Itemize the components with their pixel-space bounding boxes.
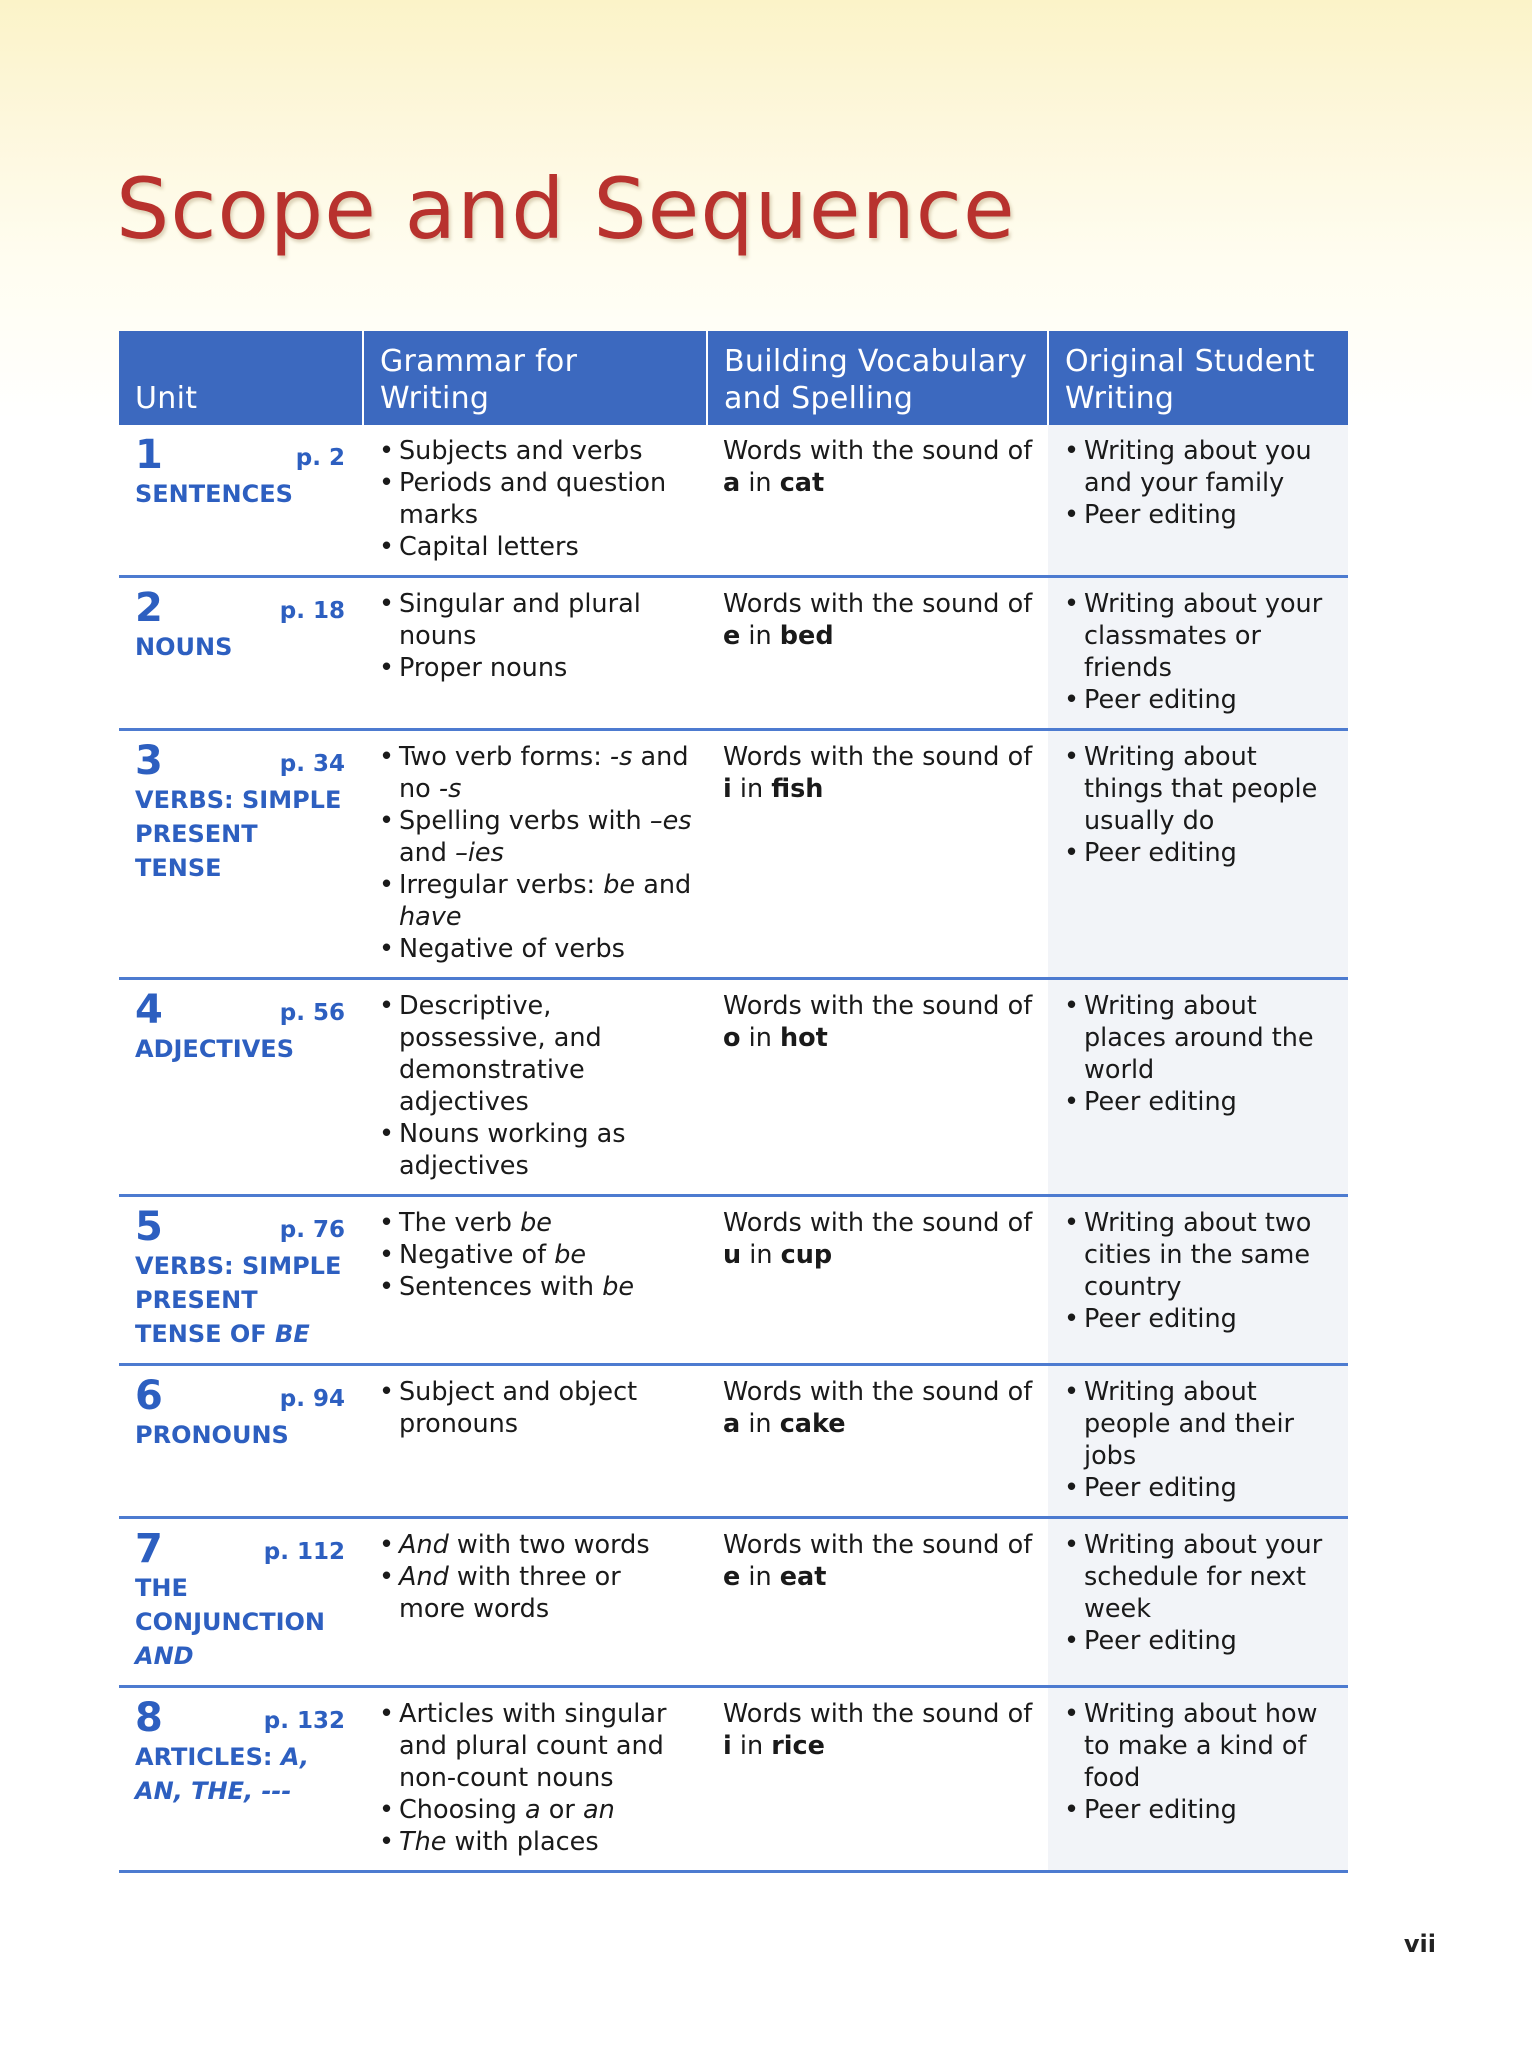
vocab-mid: in — [740, 1562, 780, 1592]
vocab-mid: in — [731, 1731, 772, 1761]
original-writing-list — [1064, 990, 1334, 1118]
unit-title-text: NOUNS — [135, 633, 233, 661]
vocab-mid: in — [741, 1240, 781, 1270]
original-writing-list — [1064, 741, 1334, 869]
vocabulary-cell — [707, 1365, 1048, 1518]
grammar-item — [379, 1794, 693, 1826]
vocab-word: hot — [780, 1023, 828, 1053]
original-writing-item: • Peer editing — [1064, 1472, 1334, 1504]
unit-number: 8 — [135, 1695, 163, 1741]
unit-cell — [119, 1687, 363, 1872]
vocab-word: fish — [771, 774, 824, 804]
original-writing-item: • Writing about how to make a kind of food — [1064, 1698, 1334, 1794]
unit-title-text: BE — [275, 1320, 310, 1348]
grammar-item — [379, 1376, 693, 1440]
original-writing-item: • Writing about people and their jobs — [1064, 1376, 1334, 1472]
vocab-mid: in — [731, 774, 772, 804]
original-writing-item: • Writing about your schedule for next week — [1064, 1529, 1334, 1625]
grammar-cell — [363, 1687, 707, 1872]
unit-title — [135, 1249, 349, 1351]
grammar-item-text: Articles with singular and plural count and non-count nouns — [399, 1699, 667, 1793]
unit-page-ref: p. 2 — [295, 445, 345, 471]
grammar-list — [379, 990, 693, 1182]
original-writing-item: • Peer editing — [1064, 499, 1334, 531]
grammar-item-text: And — [399, 1530, 449, 1560]
table-row — [119, 730, 1348, 979]
grammar-cell — [363, 1365, 707, 1518]
unit-number: 1 — [135, 432, 163, 478]
unit-page-ref: p. 94 — [279, 1386, 345, 1412]
unit-title-text: ADJECTIVES — [135, 1035, 294, 1063]
original-writing-cell — [1048, 979, 1348, 1196]
page-number: vii — [1403, 1930, 1436, 1958]
grammar-item-text: Descriptive, possessive, and demonstrative adjectives — [399, 991, 602, 1117]
unit-page-ref: p. 56 — [279, 1000, 345, 1026]
unit-cell — [119, 1196, 363, 1365]
unit-title-text: SENTENCES — [135, 480, 293, 508]
unit-heading — [135, 585, 349, 631]
grammar-item — [379, 652, 693, 684]
original-writing-item: • Writing about things that people usually do — [1064, 741, 1334, 837]
vocab-mid: in — [740, 1023, 780, 1053]
original-writing-list — [1064, 1529, 1334, 1657]
grammar-item-text: The — [399, 1827, 447, 1857]
table-row — [119, 577, 1348, 730]
vocab-letter: a — [723, 1409, 741, 1439]
grammar-item — [379, 1561, 693, 1625]
unit-title — [135, 630, 349, 664]
unit-title — [135, 783, 349, 885]
vocab-mid: in — [740, 621, 780, 651]
grammar-item — [379, 531, 693, 563]
grammar-item-text: And — [399, 1562, 449, 1592]
grammar-item — [379, 588, 693, 652]
grammar-item-text: a — [525, 1795, 541, 1825]
unit-cell — [119, 1518, 363, 1687]
unit-page-ref: p. 132 — [263, 1708, 345, 1734]
vocab-prefix: Words with the sound of — [723, 1377, 1033, 1407]
grammar-item-text: and — [635, 870, 692, 900]
grammar-item-text: with two words — [448, 1530, 650, 1560]
original-writing-item: • Peer editing — [1064, 1794, 1334, 1826]
original-writing-list — [1064, 1698, 1334, 1826]
vocab-letter: o — [723, 1023, 741, 1053]
unit-cell — [119, 425, 363, 577]
unit-number: 5 — [135, 1204, 163, 1250]
header-vocabulary: Building Vocabulary and Spelling — [707, 331, 1048, 425]
vocabulary-cell — [707, 1196, 1048, 1365]
original-writing-list — [1064, 1207, 1334, 1335]
vocab-word: cat — [779, 468, 825, 498]
grammar-item-text: Proper nouns — [399, 653, 568, 683]
unit-page-ref: p. 34 — [279, 751, 345, 777]
grammar-list — [379, 435, 693, 563]
unit-page-ref: p. 18 — [279, 598, 345, 624]
unit-title — [135, 477, 349, 511]
grammar-item-text: Spelling verbs with — [399, 806, 650, 836]
original-writing-item: • Writing about you and your family — [1064, 435, 1334, 499]
grammar-item-text: Periods and question marks — [399, 468, 667, 530]
grammar-cell — [363, 1518, 707, 1687]
grammar-cell — [363, 979, 707, 1196]
unit-heading — [135, 1695, 349, 1741]
vocab-prefix: Words with the sound of — [723, 1699, 1033, 1729]
grammar-item-text: Irregular verbs: — [399, 870, 604, 900]
scope-sequence-table — [119, 331, 1348, 1873]
vocab-letter: i — [723, 1731, 732, 1761]
vocab-prefix: Words with the sound of — [723, 1208, 1033, 1238]
grammar-item — [379, 741, 693, 805]
grammar-item-text: an — [582, 1795, 615, 1825]
unit-title-text: AND — [135, 1642, 194, 1670]
grammar-item — [379, 1271, 693, 1303]
unit-heading — [135, 1526, 349, 1572]
vocab-letter: a — [723, 468, 741, 498]
original-writing-list — [1064, 1376, 1334, 1504]
original-writing-item: • Peer editing — [1064, 1303, 1334, 1335]
grammar-item-text: Capital letters — [399, 532, 579, 562]
original-writing-item: • Peer editing — [1064, 837, 1334, 869]
grammar-item-text: or — [540, 1795, 583, 1825]
vocab-prefix: Words with the sound of — [723, 742, 1033, 772]
original-writing-list — [1064, 588, 1334, 716]
table-row — [119, 1518, 1348, 1687]
grammar-item-text: Subjects and verbs — [399, 436, 643, 466]
grammar-cell — [363, 577, 707, 730]
vocab-mid: in — [740, 468, 780, 498]
grammar-item-text: Singular and plural nouns — [399, 589, 641, 651]
grammar-item-text: be — [603, 870, 636, 900]
vocab-mid: in — [740, 1409, 780, 1439]
grammar-item — [379, 467, 693, 531]
grammar-item — [379, 1826, 693, 1858]
original-writing-cell — [1048, 730, 1348, 979]
unit-cell — [119, 979, 363, 1196]
original-writing-cell — [1048, 1518, 1348, 1687]
grammar-item-text: with three or more words — [399, 1562, 621, 1624]
grammar-item — [379, 990, 693, 1118]
table-body — [119, 425, 1348, 1872]
vocab-prefix: Words with the sound of — [723, 991, 1033, 1021]
unit-title-text: VERBS: SIMPLE PRESENT TENSE — [135, 786, 342, 882]
grammar-item — [379, 1207, 693, 1239]
grammar-list — [379, 1529, 693, 1625]
grammar-list — [379, 741, 693, 965]
vocab-letter: e — [723, 1562, 741, 1592]
unit-heading — [135, 738, 349, 784]
vocab-prefix: Words with the sound of — [723, 436, 1033, 466]
unit-heading — [135, 987, 349, 1033]
unit-heading — [135, 1204, 349, 1250]
vocab-word: rice — [771, 1731, 825, 1761]
grammar-list — [379, 1376, 693, 1440]
grammar-item — [379, 869, 693, 933]
vocab-letter: e — [723, 621, 741, 651]
grammar-item-text: be — [554, 1240, 587, 1270]
grammar-item-text: and no — [399, 742, 689, 804]
original-writing-item: • Writing about your classmates or friends — [1064, 588, 1334, 684]
original-writing-list — [1064, 435, 1334, 531]
vocab-word: cup — [780, 1240, 833, 1270]
vocab-prefix: Words with the sound of — [723, 589, 1033, 619]
grammar-item-text: Subject and object pronouns — [399, 1377, 638, 1439]
unit-title-text: A, AN, THE, --- — [135, 1743, 309, 1805]
vocab-letter: i — [723, 774, 732, 804]
unit-title-text: THE CONJUNCTION — [135, 1574, 326, 1636]
grammar-cell — [363, 730, 707, 979]
vocabulary-cell — [707, 425, 1048, 577]
original-writing-item: • Writing about places around the world — [1064, 990, 1334, 1086]
original-writing-item: • Peer editing — [1064, 1625, 1334, 1657]
table-row — [119, 1365, 1348, 1518]
unit-page-ref: p. 112 — [263, 1539, 345, 1565]
original-writing-cell — [1048, 1687, 1348, 1872]
vocabulary-cell — [707, 1687, 1048, 1872]
grammar-item — [379, 1118, 693, 1182]
vocab-word: eat — [779, 1562, 827, 1592]
grammar-item-text: and — [399, 838, 456, 868]
original-writing-cell — [1048, 1365, 1348, 1518]
vocabulary-cell — [707, 1518, 1048, 1687]
grammar-item — [379, 805, 693, 869]
table-row — [119, 979, 1348, 1196]
grammar-item-text: Two verb forms: — [399, 742, 610, 772]
grammar-item-text: be — [602, 1272, 635, 1302]
table-row — [119, 425, 1348, 577]
unit-cell — [119, 577, 363, 730]
unit-heading — [135, 1373, 349, 1419]
vocab-word: cake — [779, 1409, 846, 1439]
unit-title — [135, 1571, 349, 1673]
unit-title-text: PRONOUNS — [135, 1421, 289, 1449]
header-original-writing: Original Student Writing — [1048, 331, 1348, 425]
table-header-row — [119, 331, 1348, 425]
vocabulary-cell — [707, 577, 1048, 730]
vocab-prefix: Words with the sound of — [723, 1530, 1033, 1560]
grammar-cell — [363, 425, 707, 577]
vocab-letter: u — [723, 1240, 742, 1270]
grammar-item-text: Sentences with — [399, 1272, 603, 1302]
grammar-list — [379, 588, 693, 684]
grammar-list — [379, 1698, 693, 1858]
original-writing-cell — [1048, 577, 1348, 730]
unit-title — [135, 1740, 349, 1808]
vocab-word: bed — [779, 621, 834, 651]
header-grammar: Grammar for Writing — [363, 331, 707, 425]
original-writing-item: • Peer editing — [1064, 684, 1334, 716]
vocabulary-cell — [707, 730, 1048, 979]
grammar-item — [379, 933, 693, 965]
grammar-item — [379, 1698, 693, 1794]
unit-number: 3 — [135, 738, 163, 784]
unit-number: 4 — [135, 987, 163, 1033]
unit-title — [135, 1418, 349, 1452]
grammar-item-text: –ies — [455, 838, 504, 868]
grammar-item-text: -s — [609, 742, 633, 772]
grammar-item — [379, 1239, 693, 1271]
unit-cell — [119, 1365, 363, 1518]
unit-title — [135, 1032, 349, 1066]
grammar-item-text: Negative of verbs — [399, 934, 625, 964]
original-writing-cell — [1048, 425, 1348, 577]
grammar-item-text: with places — [446, 1827, 599, 1857]
grammar-item-text: –es — [649, 806, 692, 836]
original-writing-item: • Peer editing — [1064, 1086, 1334, 1118]
grammar-item — [379, 1529, 693, 1561]
unit-title-text: VERBS: SIMPLE PRESENT TENSE OF — [135, 1252, 342, 1348]
grammar-item-text: The verb — [399, 1208, 521, 1238]
grammar-item-text: -s — [438, 774, 462, 804]
original-writing-item: • Writing about two cities in the same country — [1064, 1207, 1334, 1303]
unit-heading — [135, 432, 349, 478]
grammar-cell — [363, 1196, 707, 1365]
table-row — [119, 1687, 1348, 1872]
grammar-item-text: have — [399, 902, 462, 932]
unit-number: 7 — [135, 1526, 163, 1572]
grammar-item-text: be — [520, 1208, 552, 1238]
page-title: Scope and Sequence — [116, 160, 1016, 258]
original-writing-cell — [1048, 1196, 1348, 1365]
grammar-list — [379, 1207, 693, 1303]
unit-title-text: ARTICLES: — [135, 1743, 281, 1771]
unit-page-ref: p. 76 — [279, 1217, 345, 1243]
unit-cell — [119, 730, 363, 979]
grammar-item-text: Choosing — [399, 1795, 525, 1825]
grammar-item-text: Nouns working as adjectives — [399, 1119, 626, 1181]
unit-number: 2 — [135, 585, 163, 631]
header-unit: Unit — [119, 331, 363, 425]
grammar-item — [379, 435, 693, 467]
grammar-item-text: Negative of — [399, 1240, 555, 1270]
table-row — [119, 1196, 1348, 1365]
vocabulary-cell — [707, 979, 1048, 1196]
unit-number: 6 — [135, 1373, 163, 1419]
